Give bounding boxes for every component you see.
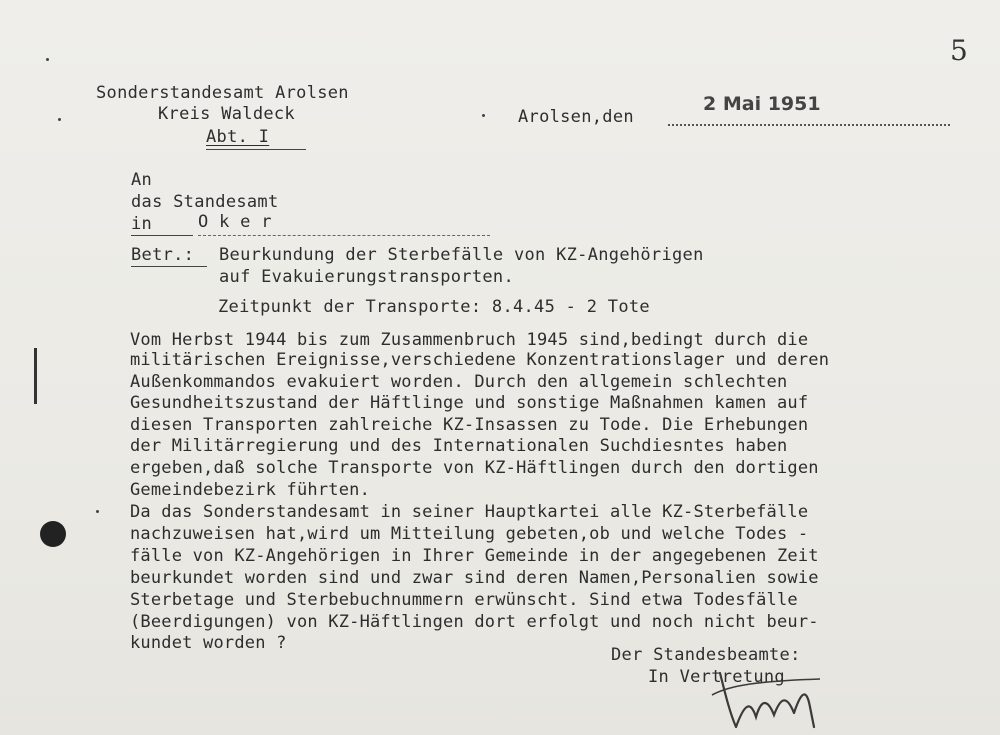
speck (482, 114, 485, 117)
closing-title: Der Standesbeamte: (611, 645, 801, 665)
subject-line-1: Beurkundung der Sterbefälle von KZ-Angehörigen (219, 245, 704, 265)
body-line: Gesundheitszustand der Häftlinge und sonstige Maßnahmen kamen auf (130, 393, 809, 413)
subject-underline (131, 266, 207, 267)
body-line: Sterbetage und Sterbebuchnummern erwünscht. Sind etwa Todesfälle (130, 590, 798, 610)
speck (58, 118, 61, 121)
body-line: ergeben,daß solche Transporte von KZ-Häftlingen durch den dortigen (130, 458, 819, 478)
subject-transport-date: Zeitpunkt der Transporte: 8.4.45 - 2 Tote (218, 297, 650, 317)
body-line: Gemeindebezirk führten. (130, 480, 371, 500)
margin-mark (34, 348, 37, 404)
body-line: Da das Sonderstandesamt in seiner Hauptkartei alle KZ-Sterbefälle (130, 502, 809, 522)
recipient-office: das Standesamt (131, 192, 279, 212)
signature-icon (690, 655, 840, 735)
body-line: militärischen Ereignisse,verschiedene Konzentrationslager und deren (130, 350, 830, 370)
subject-label: Betr.: (131, 245, 195, 265)
speck (96, 510, 99, 513)
recipient-underline (131, 235, 193, 236)
recipient-dashed-line (198, 235, 490, 236)
body-line: (Beerdigungen) von KZ-Häftlingen dort erfolgt und noch nicht beur- (130, 612, 819, 632)
date-dotted-line (668, 124, 950, 126)
body-line: nachzuweisen hat,wird um Mitteilung gebeten,ob und welche Todes - (130, 524, 809, 544)
department-underline (206, 149, 306, 150)
speck (46, 58, 49, 61)
body-line: kundet worden ? (130, 633, 287, 653)
body-line: Außenkommandos evakuiert worden. Durch den allgemein schlechten (130, 372, 788, 392)
sender-department: Abt. I (206, 127, 270, 147)
subject-line-2: auf Evakuierungstransporten. (219, 267, 514, 287)
recipient-place: O k e r (198, 212, 272, 232)
sender-office: Sonderstandesamt Arolsen (96, 83, 349, 103)
date-stamp: 2 Mai 1951 (703, 93, 821, 115)
body-line: fälle von KZ-Angehörigen in Ihrer Gemeinde in der angegebenen Zeit (130, 546, 819, 566)
body-line: Vom Herbst 1944 bis zum Zusammenbruch 1945 sind,bedingt durch die (130, 330, 809, 350)
body-line: beurkundet worden sind und zwar sind deren Namen,Personalien sowie (130, 568, 819, 588)
body-line: diesen Transporten zahlreiche KZ-Insassen zu Tode. Die Erhebungen (130, 415, 809, 435)
punch-hole (40, 521, 66, 547)
page-number: 5 (950, 34, 968, 67)
sender-district: Kreis Waldeck (158, 104, 295, 124)
recipient-in: in (131, 214, 153, 234)
body-line: der Militärregierung und des Internationalen Suchdiesntes haben (130, 436, 788, 456)
recipient-to: An (131, 170, 153, 190)
closing-deputy: In Vertretung (648, 667, 785, 687)
place-label: Arolsen,den (518, 107, 634, 127)
